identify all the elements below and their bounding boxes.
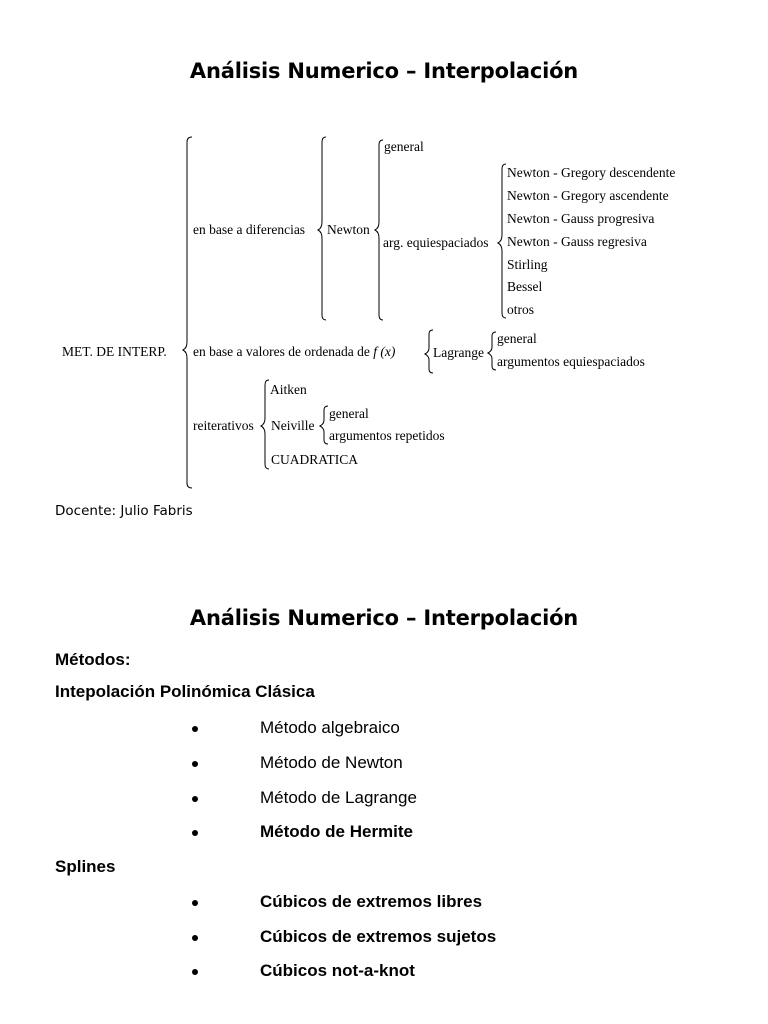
fx-symbol: f (x) — [373, 344, 396, 359]
method-item: otros — [507, 302, 534, 317]
page-title: Análisis Numerico – Interpolación — [189, 606, 579, 630]
list-item-label: Cúbicos de extremos libres — [260, 892, 483, 911]
bullet-icon — [192, 935, 198, 941]
fx-brace — [425, 330, 433, 373]
bullet-icon — [192, 830, 198, 836]
interpolation-methods-diagram — [0, 128, 768, 496]
newton-brace — [375, 140, 383, 320]
neiville-item: argumentos repetidos — [329, 428, 445, 443]
list-item-label: Método algebraico — [260, 718, 400, 737]
branch-ordenada-label — [193, 344, 395, 360]
branch-reiterativos-label: reiterativos — [193, 418, 254, 433]
method-item: Newton - Gregory ascendente — [507, 188, 669, 203]
method-item: Stirling — [507, 257, 548, 272]
splines-heading: Splines — [55, 857, 116, 876]
lagrange-label: Lagrange — [433, 345, 484, 360]
list-item — [0, 753, 768, 777]
reiterativos-brace — [261, 380, 269, 469]
neiville-label: Neiville — [271, 418, 315, 433]
method-item: Bessel — [507, 279, 543, 294]
list-item — [0, 822, 768, 846]
equiespaciados-brace — [498, 164, 506, 318]
bullet-icon — [192, 796, 198, 802]
list-item — [0, 961, 768, 985]
root-brace — [183, 137, 192, 488]
page-title: Análisis Numerico – Interpolación — [189, 59, 579, 83]
bullet-icon — [192, 761, 198, 767]
clasica-heading: Intepolación Polinómica Clásica — [55, 682, 315, 701]
branch-diferencias-label: en base a diferencias — [193, 222, 306, 237]
bullet-icon — [192, 726, 198, 732]
list-item-label: Método de Newton — [260, 753, 403, 772]
bullet-icon — [192, 900, 198, 906]
list-item-label: Cúbicos de extremos sujetos — [260, 927, 497, 946]
method-item: Newton - Gregory descendente — [507, 165, 676, 180]
branch1-brace — [318, 137, 326, 320]
lagrange-item: general — [497, 331, 537, 346]
newton-label: Newton — [327, 222, 370, 237]
lagrange-item: argumentos equiespaciados — [497, 354, 645, 369]
neiville-brace — [320, 406, 328, 444]
docente-label: Docente: Julio Fabris — [55, 503, 193, 519]
branch-ordenada-prefix: en base a valores de ordenada de — [193, 344, 370, 359]
list-item — [0, 927, 768, 951]
lagrange-brace — [488, 332, 496, 370]
bullet-icon — [192, 969, 198, 975]
newton-general-label: general — [384, 139, 424, 154]
list-item-label: Cúbicos not-a-knot — [260, 961, 415, 980]
list-item — [0, 718, 768, 742]
arg-equiespaciados-label: arg. equiespaciados — [383, 235, 489, 250]
method-item: Newton - Gauss progresiva — [507, 211, 655, 226]
list-item — [0, 892, 768, 916]
aitken-label: Aitken — [270, 382, 307, 397]
method-item: Newton - Gauss regresiva — [507, 234, 647, 249]
root-label: MET. DE INTERP. — [62, 344, 167, 359]
neiville-item: general — [329, 406, 369, 421]
cuadratica-label: CUADRATICA — [271, 452, 359, 467]
metodos-heading: Métodos: — [55, 650, 131, 669]
list-item — [0, 788, 768, 812]
list-item-label: Método de Lagrange — [260, 788, 417, 807]
list-item-label: Método de Hermite — [260, 822, 414, 841]
